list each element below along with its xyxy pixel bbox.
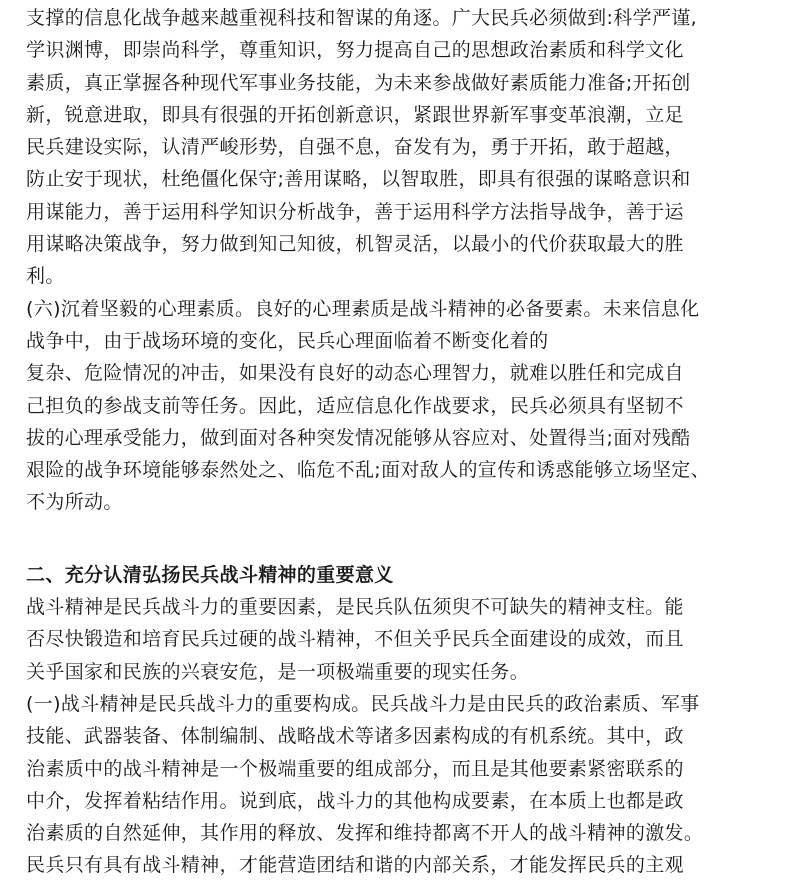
text-line: 复杂、危险情况的冲击，如果没有良好的动态心理智力，就难以胜任和完成自 <box>26 362 684 385</box>
text-line: 用谋能力，善于运用科学知识分析战争，善于运用科学方法指导战争，善于运 <box>26 200 684 223</box>
text-line: 艰险的战争环境能够泰然处之、临危不乱;面对敌人的宣传和诱惑能够立场坚定、 <box>26 459 711 482</box>
paragraph-significance-intro <box>26 591 796 688</box>
text-line: 治素质中的战斗精神是一个极端重要的组成部分，而且是其他要素紧密联系的 <box>26 757 684 780</box>
text-line: 技能、武器装备、体制编制、战略战术等诸多因素构成的有机系统。其中，政 <box>26 725 684 748</box>
text-line: 民兵只有具有战斗精神，才能营造团结和谐的内部关系，才能发挥民兵的主观 <box>26 854 684 877</box>
paragraph-spacer <box>26 519 796 559</box>
text-line: 利。 <box>26 265 65 288</box>
text-line: 素质，真正掌握各种现代军事业务技能，为未来参战做好素质能力准备;开拓创 <box>26 71 691 94</box>
paragraph-combat-power-component <box>26 688 796 882</box>
paragraph-psychological-quality <box>26 293 796 519</box>
document-body <box>26 2 796 882</box>
text-line: 用谋略决策战争，努力做到知己知彼，机智灵活，以最小的代价获取最大的胜 <box>26 233 684 256</box>
text-line: 民兵建设实际，认清严峻形势，自强不息，奋发有为，勇于开拓，敢于超越， <box>26 136 684 159</box>
text-line: 新，锐意进取，即具有很强的开拓创新意识，紧跟世界新军事变革浪潮，立足 <box>26 103 684 126</box>
text-line: 否尽快锻造和培育民兵过硬的战斗精神，不但关乎民兵全面建设的成效，而且 <box>26 628 684 651</box>
text-line: 支撑的信息化战争越来越重视科技和智谋的角逐。广大民兵必须做到:科学严谨, <box>26 7 698 29</box>
text-line: (一)战斗精神是民兵战斗力的重要构成。民兵战斗力是由民兵的政治素质、军事 <box>26 692 700 715</box>
text-line: 关乎国家和民族的兴衰安危，是一项极端重要的现实任务。 <box>26 660 530 683</box>
text-line: 中介，发挥着粘结作用。说到底，战斗力的其他构成要素，在本质上也都是政 <box>26 789 684 812</box>
paragraph-science-and-strategy <box>26 2 796 293</box>
text-line: 学识渊博，即崇尚科学，尊重知识，努力提高自己的思想政治素质和科学文化 <box>26 39 684 62</box>
section-heading-text: 二、充分认清弘扬民兵战斗精神的重要意义 <box>26 563 394 586</box>
text-line: 战斗精神是民兵战斗力的重要因素，是民兵队伍须臾不可缺失的精神支柱。能 <box>26 596 684 619</box>
text-line: 防止安于现状，杜绝僵化保守;善用谋略，以智取胜，即具有很强的谋略意识和 <box>26 168 691 191</box>
text-line: (六)沉着坚毅的心理素质。良好的心理素质是战斗精神的必备要素。未来信息化 <box>26 297 700 320</box>
text-line: 战争中，由于战场环境的变化，民兵心理面临着不断变化着的 <box>26 329 549 352</box>
text-line: 拔的心理承受能力，做到面对各种突发情况能够从容应对、处置得当;面对残酷 <box>26 426 691 449</box>
text-line: 治素质的自然延伸，其作用的释放、发挥和维持都离不开人的战斗精神的激发。 <box>26 822 704 845</box>
text-line: 己担负的参战支前等任务。因此，适应信息化作战要求，民兵必须具有坚韧不 <box>26 394 684 417</box>
section-heading <box>26 559 796 591</box>
text-line: 不为所动。 <box>26 491 123 514</box>
